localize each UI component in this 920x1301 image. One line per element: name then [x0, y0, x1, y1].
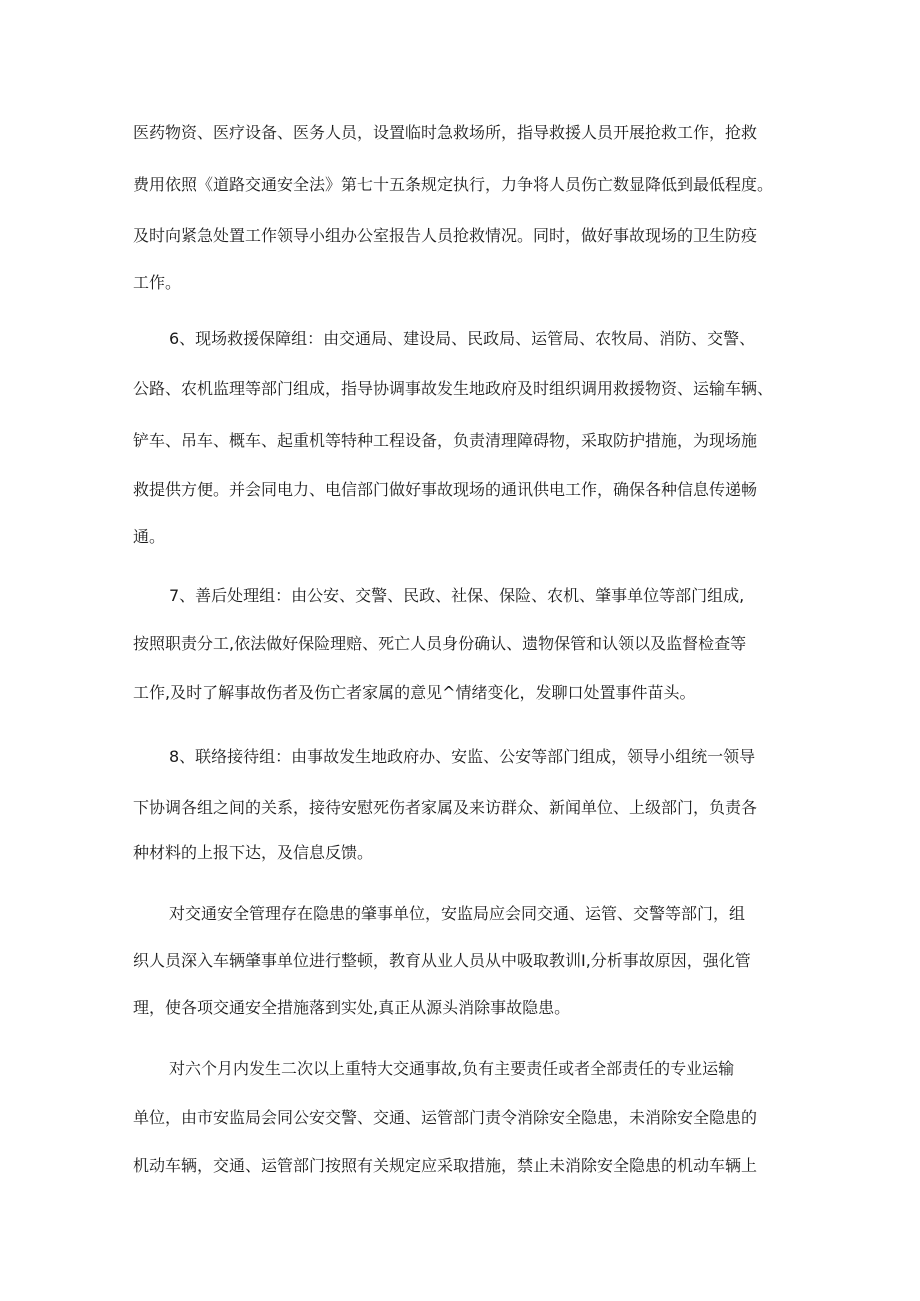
text-line: 单位，由市安监局会同公安交警、交通、运管部门责令消除安全隐患，未消除安全隐患的 [133, 1108, 758, 1127]
text-line: 6、现场救援保障组：由交通局、建设局、民政局、运管局、农牧局、消防、交警、 [169, 329, 756, 348]
text-line: 工作。 [133, 273, 182, 292]
text-line: 8、联络接待组：由事故发生地政府办、安监、公安等部门组成，领导小组统一领导 [169, 747, 756, 766]
text-line: 通。 [133, 527, 166, 546]
text-line: 救提供方便。并会同电力、电信部门做好事故现场的通讯供电工作，确保各种信息传递畅 [133, 480, 758, 499]
text-line: 织人员深入车辆肇事单位进行整顿，教育从业人员从中吸取教训I,分析事故原因，强化管 [133, 951, 751, 970]
text-line: 对六个月内发生二次以上重特大交通事故,负有主要责任或者全部责任的专业运输 [169, 1059, 735, 1078]
text-line: 种材料的上报下达，及信息反馈。 [133, 843, 374, 862]
text-line: 铲车、吊车、概车、起重机等特种工程设备，负责清理障碍物，采取防护措施，为现场施 [133, 431, 758, 450]
text-line: 公路、农机监理等部门组成，指导协调事故发生地政府及时组织调用救援物资、运输车辆、 [133, 379, 774, 398]
text-line: 对交通安全管理存在隐患的肇事单位，安监局应会同交通、运管、交警等部门，组 [169, 904, 746, 923]
text-line: 费用依照《道路交通安全法》第七十五条规定执行，力争将人员伤亡数显降低到最低程度。 [133, 175, 774, 194]
text-line: 按照职责分工,依法做好保险理赔、死亡人员身份确认、遗物保管和认领以及监督检查等 [133, 634, 747, 653]
text-line: 医药物资、医疗设备、医务人员，设置临时急救场所，指导救援人员开展抢救工作，抢救 [133, 123, 758, 142]
text-line: 下协调各组之间的关系，接待安慰死伤者家属及来访群众、新闻单位、上级部门，负责各 [133, 798, 758, 817]
text-line: 7、善后处理组：由公安、交警、民政、社保、保险、农机、肇事单位等部门组成, [169, 586, 745, 605]
text-line: 工作,及时了解事故伤者及伤亡者家属的意见^情绪变化，发聊口处置事件苗头。 [133, 683, 696, 702]
text-line: 及时向紧急处置工作领导小组办公室报告人员抢救情况。同时，做好事故现场的卫生防疫 [133, 226, 758, 245]
text-line: 机动车辆，交通、运管部门按照有关规定应采取措施，禁止未消除安全隐患的机动车辆上 [133, 1156, 758, 1175]
text-line: 理，使各项交通安全措施落到实处,真正从源头消除事故隐患。 [133, 998, 571, 1017]
